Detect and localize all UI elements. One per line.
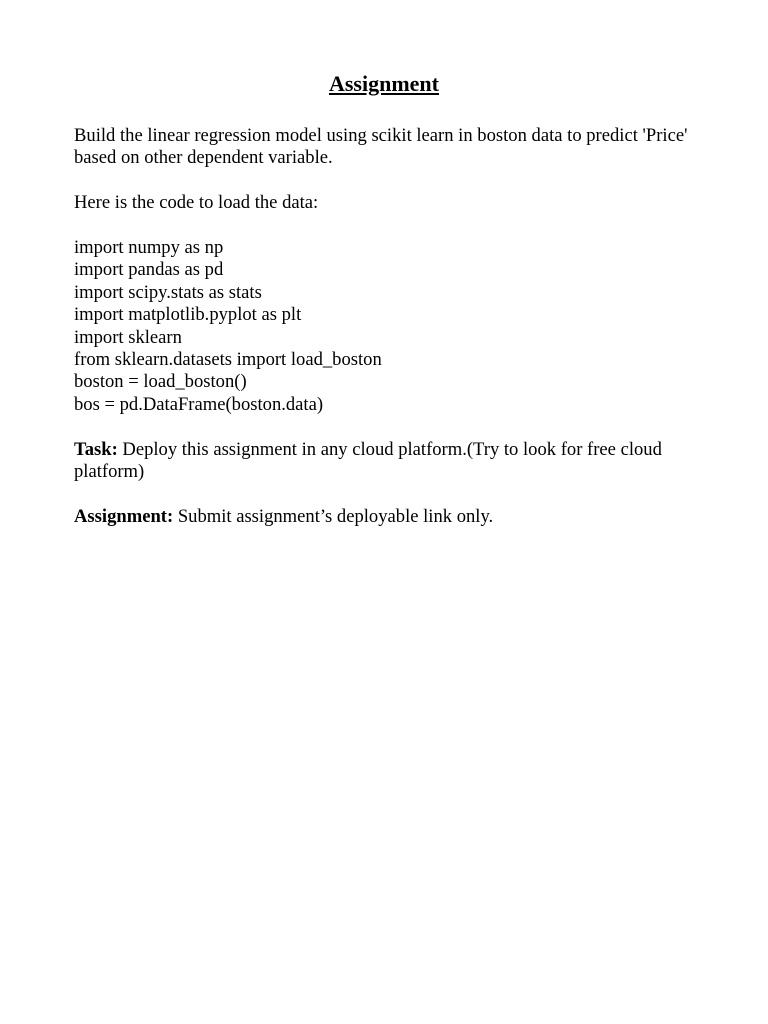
code-line: import matplotlib.pyplot as plt xyxy=(74,304,302,326)
code-line: import scipy.stats as stats xyxy=(74,281,262,303)
document-body xyxy=(74,125,694,551)
code-line: import pandas as pd xyxy=(74,259,224,281)
code-block xyxy=(74,237,694,416)
task-paragraph xyxy=(74,439,694,484)
code-line: import numpy as np xyxy=(74,237,224,258)
assignment-label: Assignment: xyxy=(74,505,174,527)
page-title: Assignment xyxy=(328,71,439,96)
code-intro-paragraph: Here is the code to load the data: xyxy=(74,192,319,214)
task-label: Task: xyxy=(74,438,118,460)
code-line: import sklearn xyxy=(74,326,182,348)
task-text: Deploy this assignment in any cloud platform.(Try to look for free cloud platform) xyxy=(74,438,662,483)
code-line: bos = pd.DataFrame(boston.data) xyxy=(74,393,324,415)
assignment-text: Submit assignment’s deployable link only. xyxy=(173,505,494,527)
code-line: from sklearn.datasets import load_boston xyxy=(74,349,382,371)
code-line: boston = load_boston() xyxy=(74,371,247,393)
assignment-paragraph xyxy=(74,506,694,528)
intro-paragraph: Build the linear regression model using scikit learn in boston data to predict 'Price' based on other dependent variable. xyxy=(74,125,688,169)
